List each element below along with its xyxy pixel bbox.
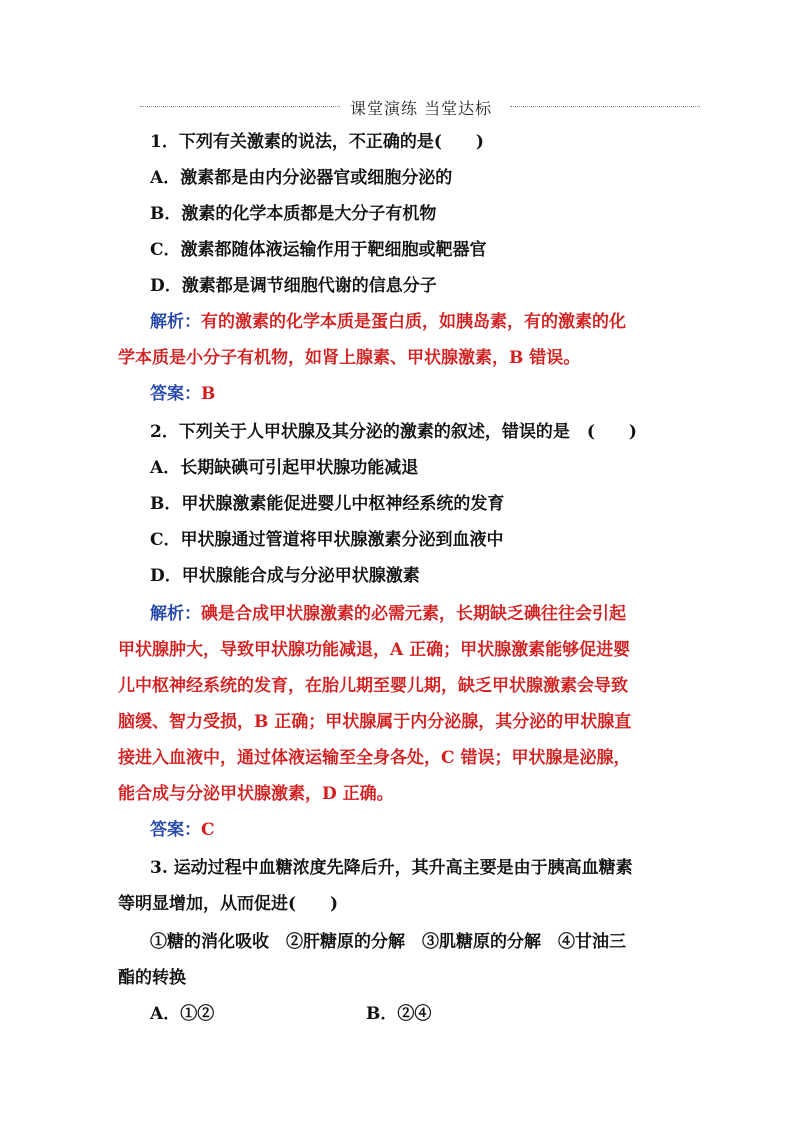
q2-option-b: B．甲状腺激素能促进婴儿中枢神经系统的发育 <box>150 494 505 514</box>
q1-option-d: D．激素都是调节细胞代谢的信息分子 <box>150 276 437 296</box>
q3-items-line-2: 酯的转换 <box>118 968 186 988</box>
q1-option-b: B．激素的化学本质都是大分子有机物 <box>150 204 437 224</box>
q3-option-b: B．②④ <box>366 1004 432 1024</box>
q2-analysis-label: 解析： <box>150 604 201 624</box>
header-rule-right <box>510 106 700 107</box>
q2-stem: 2．下列关于人甲状腺及其分泌的激素的叙述，错误的是 ( ) <box>150 422 637 442</box>
section-header <box>140 96 700 118</box>
q1-answer-label: 答案： <box>150 384 201 404</box>
q1-analysis-text-1: 有的激素的化学本质是蛋白质，如胰岛素，有的激素的化 <box>201 312 626 332</box>
q2-answer-label: 答案： <box>150 820 201 840</box>
q2-analysis-line-6: 能合成与分泌甲状腺激素，D 正确。 <box>118 784 394 804</box>
q2-option-d: D．甲状腺能合成与分泌甲状腺激素 <box>150 566 420 586</box>
section-title: 课堂演练 当堂达标 <box>350 99 493 118</box>
q3-stem-line-2: 等明显增加，从而促进( ) <box>118 894 339 914</box>
q1-analysis-line-2: 学本质是小分子有机物，如肾上腺素、甲状腺激素，B 错误。 <box>118 348 581 368</box>
q2-answer-value: C <box>201 820 215 840</box>
q2-analysis-line-5: 接进入血液中，通过体液运输至全身各处，C 错误；甲状腺是泌腺， <box>118 748 631 768</box>
q2-analysis-line-1 <box>150 602 626 626</box>
q1-analysis-line-1 <box>150 310 626 334</box>
q2-option-c: C．甲状腺通过管道将甲状腺激素分泌到血液中 <box>150 530 504 550</box>
q1-answer <box>150 382 215 406</box>
q1-option-c: C．激素都随体液运输作用于靶细胞或靶器官 <box>150 240 487 260</box>
q1-stem: 1．下列有关激素的说法，不正确的是( ) <box>150 132 484 152</box>
q2-answer <box>150 818 215 842</box>
q3-stem-line-1: 3. 运动过程中血糖浓度先降后升，其升高主要是由于胰高血糖素 <box>150 858 633 878</box>
header-rule-left <box>140 106 340 107</box>
q1-analysis-label: 解析： <box>150 312 201 332</box>
q2-analysis-line-2: 甲状腺肿大，导致甲状腺功能减退，A 正确；甲状腺激素能够促进婴 <box>118 640 631 660</box>
q1-answer-value: B <box>201 384 216 404</box>
q2-option-a: A．长期缺碘可引起甲状腺功能减退 <box>150 458 419 478</box>
q3-items-line-1: ①糖的消化吸收 ②肝糖原的分解 ③肌糖原的分解 ④甘油三 <box>150 932 626 952</box>
q2-analysis-text-1: 碘是合成甲状腺激素的必需元素，长期缺乏碘往往会引起 <box>201 604 626 624</box>
q2-analysis-line-4: 脑缓、智力受损，B 正确；甲状腺属于内分泌腺，其分泌的甲状腺直 <box>118 712 632 732</box>
q3-option-a: A．①② <box>150 1004 215 1024</box>
q1-option-a: A．激素都是由内分泌器官或细胞分泌的 <box>150 168 453 188</box>
q2-analysis-line-3: 儿中枢神经系统的发育，在胎儿期至婴儿期，缺乏甲状腺激素会导致 <box>118 676 628 696</box>
